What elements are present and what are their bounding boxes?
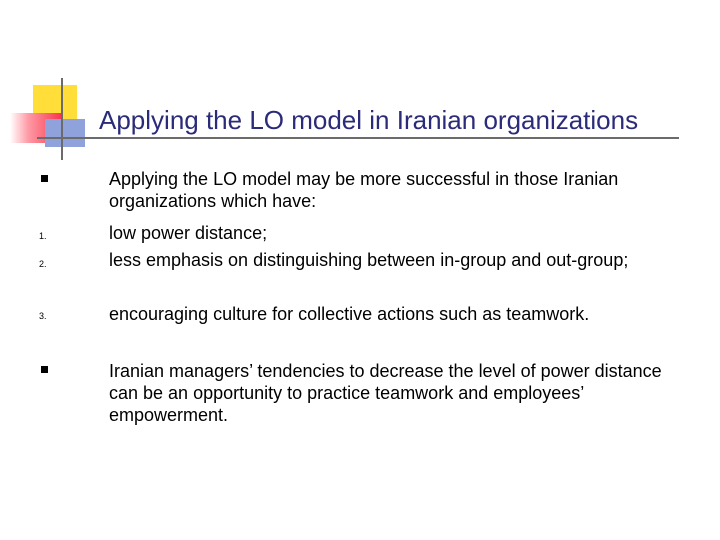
bullet-text: Applying the LO model may be more successful in those Iranian organizations which have: [109, 169, 619, 211]
list-number: 2. [39, 259, 47, 269]
bullet-square-icon [41, 366, 48, 373]
bullet-square-icon [41, 175, 48, 182]
numbered-item-text: encouraging culture for collective actions such as teamwork. [109, 304, 590, 324]
title-underline [37, 137, 679, 139]
vertical-rule [61, 78, 63, 160]
list-number: 3. [39, 311, 47, 321]
list-number: 1. [39, 231, 47, 241]
numbered-item-text: less emphasis on distinguishing between in-group and out-group; [109, 250, 629, 270]
numbered-item-text: low power distance; [109, 223, 268, 243]
slide-title: Applying the LO model in Iranian organizations [99, 105, 639, 135]
logo-blue-square [45, 119, 85, 147]
bullet-text: Iranian managers’ tendencies to decrease the level of power distance can be an opportunity to practice teamwork and employees’ empowerment. [109, 361, 662, 425]
